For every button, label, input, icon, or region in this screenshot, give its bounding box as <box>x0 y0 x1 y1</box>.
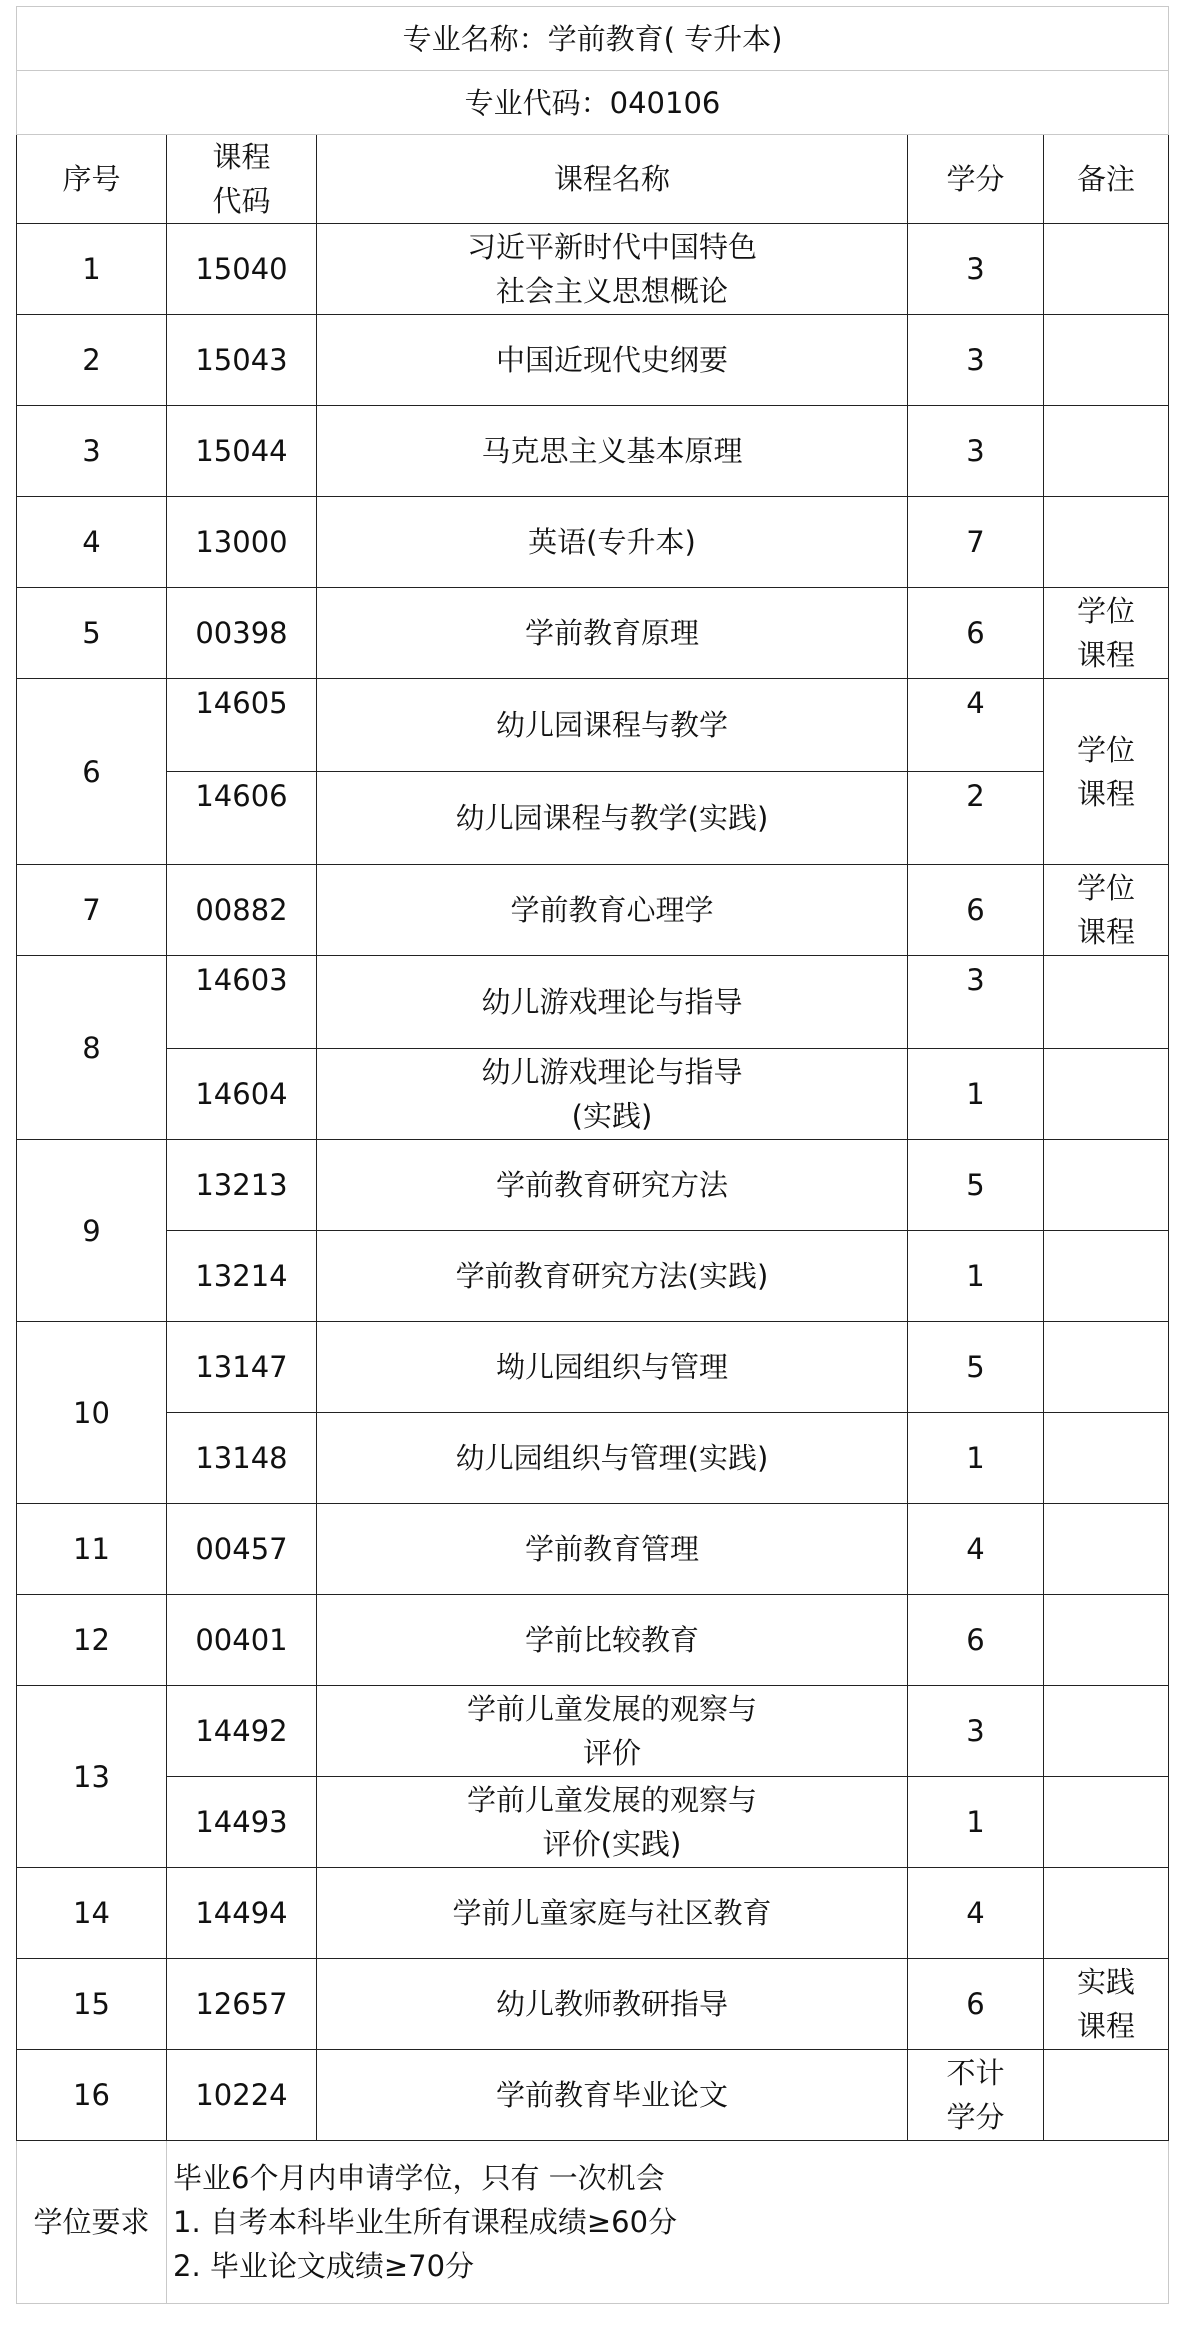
credits: 1 <box>908 1777 1044 1868</box>
course-name: 幼儿园课程与教学 <box>317 679 908 772</box>
degree-requirement-line: 毕业6个月内申请学位，只有 一次机会 <box>173 2161 665 2195</box>
course-code: 14603 <box>167 956 317 1049</box>
remarks <box>1044 2050 1169 2141</box>
table-row <box>17 865 1169 956</box>
credits: 6 <box>908 588 1044 679</box>
course-name-line: 评价 <box>582 1736 641 1770</box>
course-name <box>317 1049 908 1140</box>
credits-line: 学分 <box>946 2100 1005 2134</box>
course-code: 10224 <box>167 2050 317 2141</box>
degree-requirements-text <box>167 2141 1169 2304</box>
col-header-code <box>167 135 317 224</box>
course-code: 13213 <box>167 1140 317 1231</box>
table-row <box>17 1959 1169 2050</box>
course-name: 坳儿园组织与管理 <box>317 1322 908 1413</box>
credits: 1 <box>908 1413 1044 1504</box>
table-row <box>17 1049 1169 1140</box>
remarks <box>1044 1049 1169 1140</box>
remark-line: 学位 <box>1077 732 1136 767</box>
course-code: 00882 <box>167 865 317 956</box>
course-name-line: 评价(实践) <box>542 1827 682 1861</box>
degree-requirement-line: 1. 自考本科毕业生所有课程成绩≥60分 <box>173 2205 678 2239</box>
course-name: 学前教育研究方法 <box>317 1140 908 1231</box>
table-row <box>17 1140 1169 1231</box>
col-header-code-line1: 课程 <box>212 140 271 174</box>
row-no: 16 <box>17 2050 167 2141</box>
course-code: 00398 <box>167 588 317 679</box>
credits: 1 <box>908 1049 1044 1140</box>
row-no: 11 <box>17 1504 167 1595</box>
remarks <box>1044 315 1169 406</box>
row-no: 3 <box>17 406 167 497</box>
credits: 6 <box>908 1959 1044 2050</box>
major-code: 专业代码：040106 <box>17 71 1169 135</box>
remarks <box>1044 588 1169 679</box>
course-code: 13214 <box>167 1231 317 1322</box>
table-row <box>17 1686 1169 1777</box>
credits: 4 <box>908 1504 1044 1595</box>
course-name: 幼儿教师教研指导 <box>317 1959 908 2050</box>
course-code: 00401 <box>167 1595 317 1686</box>
credits: 1 <box>908 1231 1044 1322</box>
course-code: 14605 <box>167 679 317 772</box>
course-name <box>317 1686 908 1777</box>
col-header-credits: 学分 <box>908 135 1044 224</box>
course-name: 马克思主义基本原理 <box>317 406 908 497</box>
course-name: 幼儿游戏理论与指导 <box>317 956 908 1049</box>
course-code: 00457 <box>167 1504 317 1595</box>
course-code: 14494 <box>167 1868 317 1959</box>
row-no: 13 <box>17 1686 167 1868</box>
curriculum-table <box>16 6 1169 2304</box>
course-name: 中国近现代史纲要 <box>317 315 908 406</box>
course-name-line: 幼儿游戏理论与指导 <box>481 1055 743 1089</box>
table-row <box>17 956 1169 1049</box>
table-row <box>17 1777 1169 1868</box>
row-no: 5 <box>17 588 167 679</box>
degree-requirement-line: 2. 毕业论文成绩≥70分 <box>173 2249 475 2283</box>
course-code: 14604 <box>167 1049 317 1140</box>
remarks <box>1044 497 1169 588</box>
remark-line: 课程 <box>1077 776 1136 811</box>
course-name-line: 社会主义思想概论 <box>495 274 728 308</box>
course-name: 学前教育毕业论文 <box>317 2050 908 2141</box>
remark-line: 实践 <box>1077 1965 1136 1999</box>
course-code: 14493 <box>167 1777 317 1868</box>
table-row <box>17 1504 1169 1595</box>
course-name <box>317 1777 908 1868</box>
remark-line: 学位 <box>1077 871 1136 905</box>
remarks <box>1044 1413 1169 1504</box>
credits <box>908 2050 1044 2141</box>
col-header-name: 课程名称 <box>317 135 908 224</box>
course-name: 学前教育原理 <box>317 588 908 679</box>
credits: 3 <box>908 1686 1044 1777</box>
table-row <box>17 679 1169 772</box>
remarks <box>1044 224 1169 315</box>
row-no: 4 <box>17 497 167 588</box>
col-header-no: 序号 <box>17 135 167 224</box>
remarks <box>1044 1231 1169 1322</box>
row-no: 12 <box>17 1595 167 1686</box>
course-name: 学前儿童家庭与社区教育 <box>317 1868 908 1959</box>
row-no: 7 <box>17 865 167 956</box>
course-code: 13148 <box>167 1413 317 1504</box>
remarks <box>1044 1140 1169 1231</box>
table-row <box>17 497 1169 588</box>
remarks <box>1044 956 1169 1049</box>
remark-line: 学位 <box>1077 594 1136 628</box>
credits: 6 <box>908 1595 1044 1686</box>
column-header-row <box>17 135 1169 224</box>
table-row <box>17 406 1169 497</box>
credits: 3 <box>908 315 1044 406</box>
table-row <box>17 1413 1169 1504</box>
degree-requirements-label: 学位要求 <box>17 2141 167 2304</box>
credits: 6 <box>908 865 1044 956</box>
credits: 2 <box>908 772 1044 865</box>
credits-line: 不计 <box>946 2056 1005 2090</box>
remark-line: 课程 <box>1077 915 1136 949</box>
table-row <box>17 2050 1169 2141</box>
remarks <box>1044 1595 1169 1686</box>
table-row <box>17 1868 1169 1959</box>
course-name: 学前教育心理学 <box>317 865 908 956</box>
row-no: 2 <box>17 315 167 406</box>
course-name: 幼儿园课程与教学(实践) <box>317 772 908 865</box>
course-name: 学前教育研究方法(实践) <box>317 1231 908 1322</box>
credits: 7 <box>908 497 1044 588</box>
course-code: 14492 <box>167 1686 317 1777</box>
degree-requirements-row <box>17 2141 1169 2304</box>
col-header-code-line2: 代码 <box>212 184 271 218</box>
table-row <box>17 588 1169 679</box>
course-name: 学前教育管理 <box>317 1504 908 1595</box>
course-name: 幼儿园组织与管理(实践) <box>317 1413 908 1504</box>
remarks <box>1044 679 1169 865</box>
row-no: 10 <box>17 1322 167 1504</box>
remarks <box>1044 1868 1169 1959</box>
course-code: 15044 <box>167 406 317 497</box>
remarks <box>1044 1504 1169 1595</box>
credits: 3 <box>908 224 1044 315</box>
major-name: 专业名称：学前教育( 专升本) <box>17 7 1169 71</box>
table-row <box>17 224 1169 315</box>
row-no: 9 <box>17 1140 167 1322</box>
course-name-line: 习近平新时代中国特色 <box>466 230 757 264</box>
course-name: 学前比较教育 <box>317 1595 908 1686</box>
table-row <box>17 772 1169 865</box>
course-code: 15040 <box>167 224 317 315</box>
credits: 3 <box>908 406 1044 497</box>
row-no: 1 <box>17 224 167 315</box>
remarks <box>1044 1959 1169 2050</box>
remarks <box>1044 865 1169 956</box>
course-name-line: 学前儿童发展的观察与 <box>466 1783 757 1817</box>
row-no: 14 <box>17 1868 167 1959</box>
col-header-remarks: 备注 <box>1044 135 1169 224</box>
course-code: 13147 <box>167 1322 317 1413</box>
credits: 4 <box>908 1868 1044 1959</box>
row-no: 8 <box>17 956 167 1140</box>
table-row <box>17 315 1169 406</box>
row-no: 15 <box>17 1959 167 2050</box>
course-name-line: (实践) <box>571 1099 653 1133</box>
credits: 5 <box>908 1140 1044 1231</box>
credits: 4 <box>908 679 1044 772</box>
table-row <box>17 1595 1169 1686</box>
credits: 5 <box>908 1322 1044 1413</box>
remarks <box>1044 406 1169 497</box>
course-code: 13000 <box>167 497 317 588</box>
remark-line: 课程 <box>1077 638 1136 672</box>
course-name: 英语(专升本) <box>317 497 908 588</box>
remarks <box>1044 1322 1169 1413</box>
course-name-line: 学前儿童发展的观察与 <box>466 1692 757 1726</box>
course-code: 15043 <box>167 315 317 406</box>
remarks <box>1044 1686 1169 1777</box>
table-row <box>17 1322 1169 1413</box>
table-row <box>17 1231 1169 1322</box>
remarks <box>1044 1777 1169 1868</box>
remark-line: 课程 <box>1077 2009 1136 2043</box>
row-no: 6 <box>17 679 167 865</box>
course-name <box>317 224 908 315</box>
course-code: 12657 <box>167 1959 317 2050</box>
course-code: 14606 <box>167 772 317 865</box>
credits: 3 <box>908 956 1044 1049</box>
